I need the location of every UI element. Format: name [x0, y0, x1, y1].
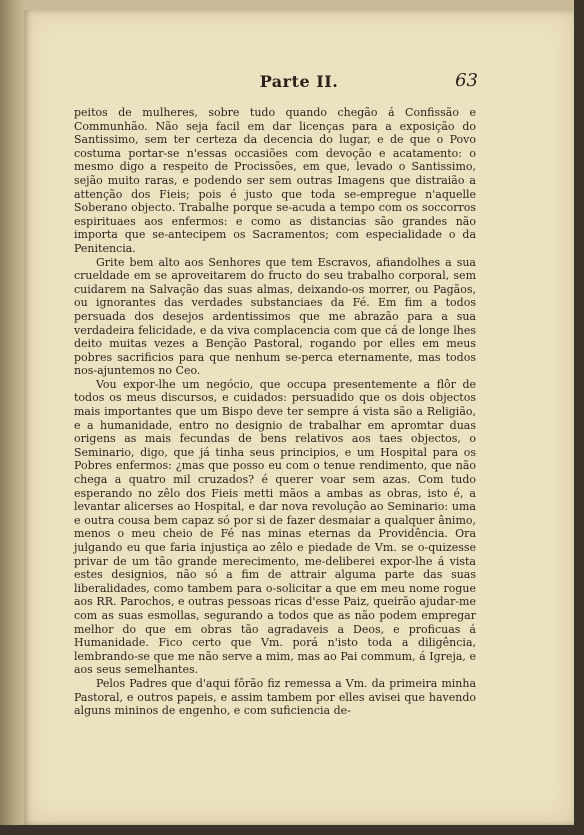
running-head: [24, 72, 574, 96]
scan-border-right: [574, 0, 584, 835]
paragraph: Pelos Padres que d'aqui fôrão fiz remessa a Vm. da primeira minha Pastoral, e outros papeis, e assim tambem por elles avisei que havendo alguns mininos de engenho, e com suficiencia de-: [74, 676, 476, 718]
paragraph: Grite bem alto aos Senhores que tem Escravos, afiandolhes a sua crueldade em se aproveitarem do fructo do seu trabalho corporal, sem cuidarem na Salvação das suas almas, deixando-os morrer, ou Pagãos, ou ignorantes das verdades substanciaes da Fé. Em fim a todos persuada dos desejos ardentissimos que me abrazão para a sua verdadeira felicidade, e da viva complacencia com que cá de longe lhes deito muitas vezes a Benção Pastoral, rogando por elles em meus pobres sacrificios para que nenhum se-perca eternamente, mas todos nos-ajuntemos no Ceo.: [74, 255, 476, 378]
scan-border-bottom: [0, 825, 584, 835]
page-number: 63: [455, 70, 478, 91]
paragraph: peitos de mulheres, sobre tudo quando chegão á Confissão e Communhão. Não seja facil em dar licenças para a exposição do Santissimo, sem ter certeza da decencia do lugar, e de que o Povo costuma portar-se n'essas occasiões com devoção e acatamento: o mesmo digo a respeito de Procissões, em que, levado o Santissimo, sejão muito raras, e podendo ser sem outras Imagens que distraião a attenção dos Fieis; pois é justo que toda se-empregue n'aquelle Soberano objecto. Trabalhe porque se-acuda a tempo com os soccorros espirituaes aos enfermos: e como as distancias são grandes não importa que se-antecipem os Sacramentos; com especialidade o da Penitencia.: [74, 106, 476, 255]
book-gutter: [0, 0, 26, 835]
book-page: [24, 10, 574, 825]
running-title: Parte II.: [259, 72, 339, 91]
body-text: [74, 106, 476, 718]
paragraph: Vou expor-lhe um negócio, que occupa presentemente a flôr de todos os meus discursos, e cuidados: persuadido que os dois objectos mais importantes que um Bispo deve ter sempre á vista são a Religião, e a humanidade, entro no designio de trabalhar em apromtar duas origens as mais fecundas de bens relativos aos taes objectos, o Seminario, digo, que já tinha seus principios, e um Hospital para os Pobres enfermos: ¿mas que posso eu com o tenue rendimento, que não chega a quatro mil cruzados? é querer voar sem azas. Com tudo esperando no zêlo dos Fieis metti mãos a ambas as obras, isto é, a levantar alicerses ao Hospital, e dar nova revolução ao Seminario: uma e outra cousa bem capaz só por si de fazer desmaiar a qualquer ânimo, menos o meu cheio de Fé nas minas eternas da Providência. Ora julgando eu que faria injustiça ao zêlo e piedade de Vm. se o-quizesse privar de um tão grande merecimento, me-deliberei expor-lhe á vista estes designios, não só a fim de attrair alguma parte das suas liberalidades, como tambem para o-solicitar a que em meu nome rogue aos RR. Parochos, e outras pessoas ricas d'esse Paiz, queirão ajudar-me com as suas esmollas, segurando a todos que as não podem empregar melhor do que em obras tão agradaveis a Deos, e proficuas á Humanidade. Fico certo que Vm. porá n'isto toda a diligência, lembrando-se que me não serve a mim, mas ao Pai commum, á Igreja, e aos seus semelhantes.: [74, 377, 476, 677]
